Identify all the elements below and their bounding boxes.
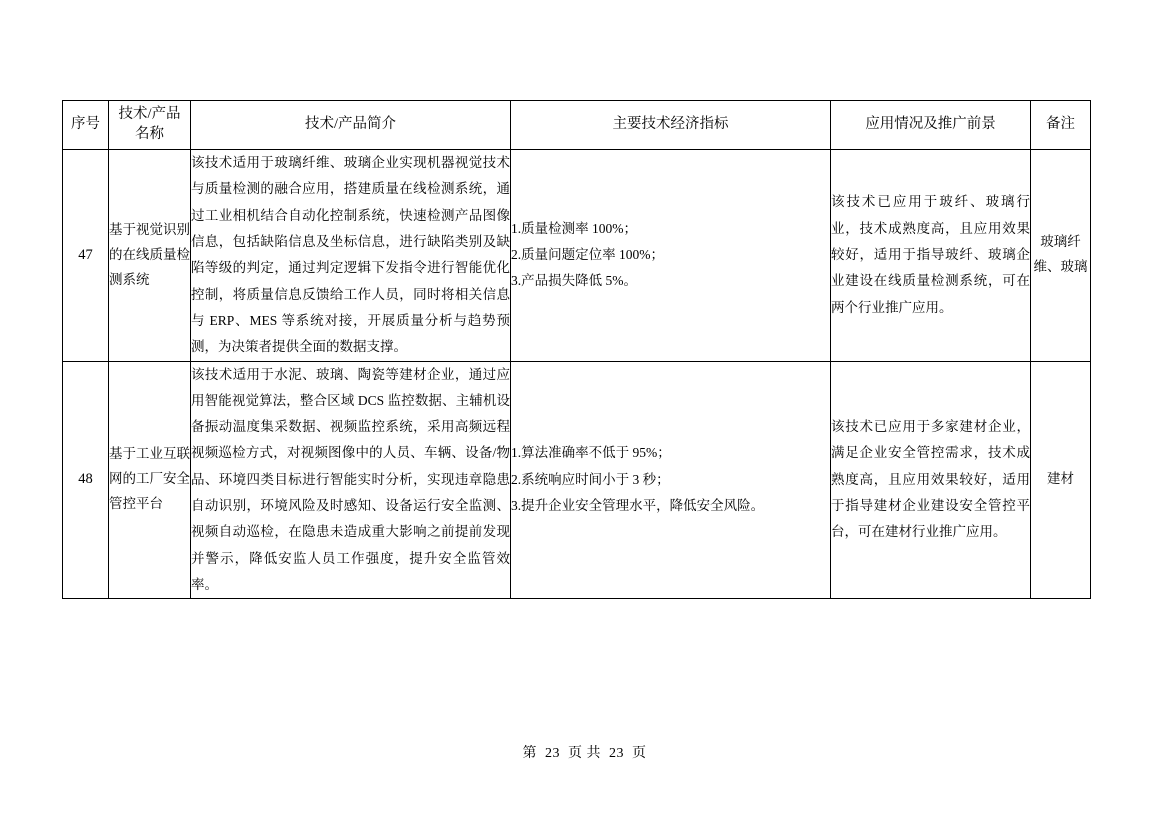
- row-tech-intro: 该技术适用于玻璃纤维、玻璃企业实现机器视觉技术与质量检测的融合应用，搭建质量在线检测系统，通过工业相机结合自动化控制系统，快速检测产品图像信息，包括缺陷信息及坐标信息，进行缺陷类别及缺陷等级的判定，通过判定逻辑下发指令进行智能优化控制，将质量信息反馈给工作人员，同时将相关信息与 ERP、MES 等系统对接，开展质量分析与趋势预测，为决策者提供全面的数据支撑。: [191, 150, 511, 362]
- page-footer: [0, 742, 1169, 762]
- indicator-line: 1.质量检测率 100%；: [511, 220, 637, 236]
- row-application: 该技术已应用于多家建材企业，满足企业安全管控需求，技术成熟度高，且应用效果较好，适用于指导建材企业建设安全管控平台，可在建材行业推广应用。: [831, 361, 1031, 599]
- row-tech-name: 基于工业互联网的工厂安全管控平台: [109, 361, 191, 599]
- column-header-name: [109, 101, 191, 150]
- row-tech-indicators: [511, 361, 831, 599]
- footer-current-page: 23: [545, 746, 560, 761]
- column-header-no: 序号: [63, 101, 109, 150]
- indicator-line: 1.算法准确率不低于 95%；: [511, 445, 671, 461]
- table-row: [63, 361, 1091, 599]
- row-number: 48: [63, 361, 109, 599]
- row-remark: 建材: [1031, 361, 1091, 599]
- row-remark: 玻璃纤维、玻璃: [1031, 150, 1091, 362]
- column-header-index: 主要技术经济指标: [511, 101, 831, 150]
- indicator-line: 2.质量问题定位率 100%；: [511, 247, 664, 263]
- footer-total-pages: 23: [609, 746, 624, 761]
- column-header-name-line2: 名称: [135, 126, 164, 142]
- footer-middle: 页 共: [568, 746, 601, 761]
- table-header-row: [63, 101, 1091, 150]
- column-header-apply: 应用情况及推广前景: [831, 101, 1031, 150]
- row-application: 该技术已应用于玻纤、玻璃行业，技术成熟度高，且应用效果较好，适用于指导玻纤、玻璃企业建设在线质量检测系统，可在两个行业推广应用。: [831, 150, 1031, 362]
- footer-suffix: 页: [632, 746, 647, 761]
- footer-prefix: 第: [522, 746, 537, 761]
- row-number: 47: [63, 150, 109, 362]
- row-tech-intro: 该技术适用于水泥、玻璃、陶瓷等建材企业，通过应用智能视觉算法，整合区域 DCS 监控数据、主辅机设备振动温度集采数据、视频监控系统，采用高频远程视频巡检方式，对视频图像中的人员、车辆、设备/物品、环境四类目标进行智能实时分析，实现违章隐患自动识别，环境风险及时感知、设备运行安全监测、视频自动巡检，在隐患未造成重大影响之前提前发现并警示，降低安监人员工作强度，提升安全监管效率。: [191, 361, 511, 599]
- row-tech-name: 基于视觉识别的在线质量检测系统: [109, 150, 191, 362]
- row-tech-indicators: [511, 150, 831, 362]
- column-header-remark: 备注: [1031, 101, 1091, 150]
- table-row: [63, 150, 1091, 362]
- indicator-line: 2.系统响应时间小于 3 秒；: [511, 471, 670, 487]
- indicator-line: 3.产品损失降低 5%。: [511, 273, 637, 289]
- technology-catalog-table: [62, 100, 1091, 599]
- column-header-intro: 技术/产品简介: [191, 101, 511, 150]
- indicator-line: 3.提升企业安全管理水平，降低安全风险。: [511, 498, 765, 514]
- column-header-name-line1: 技术/产品: [118, 106, 181, 123]
